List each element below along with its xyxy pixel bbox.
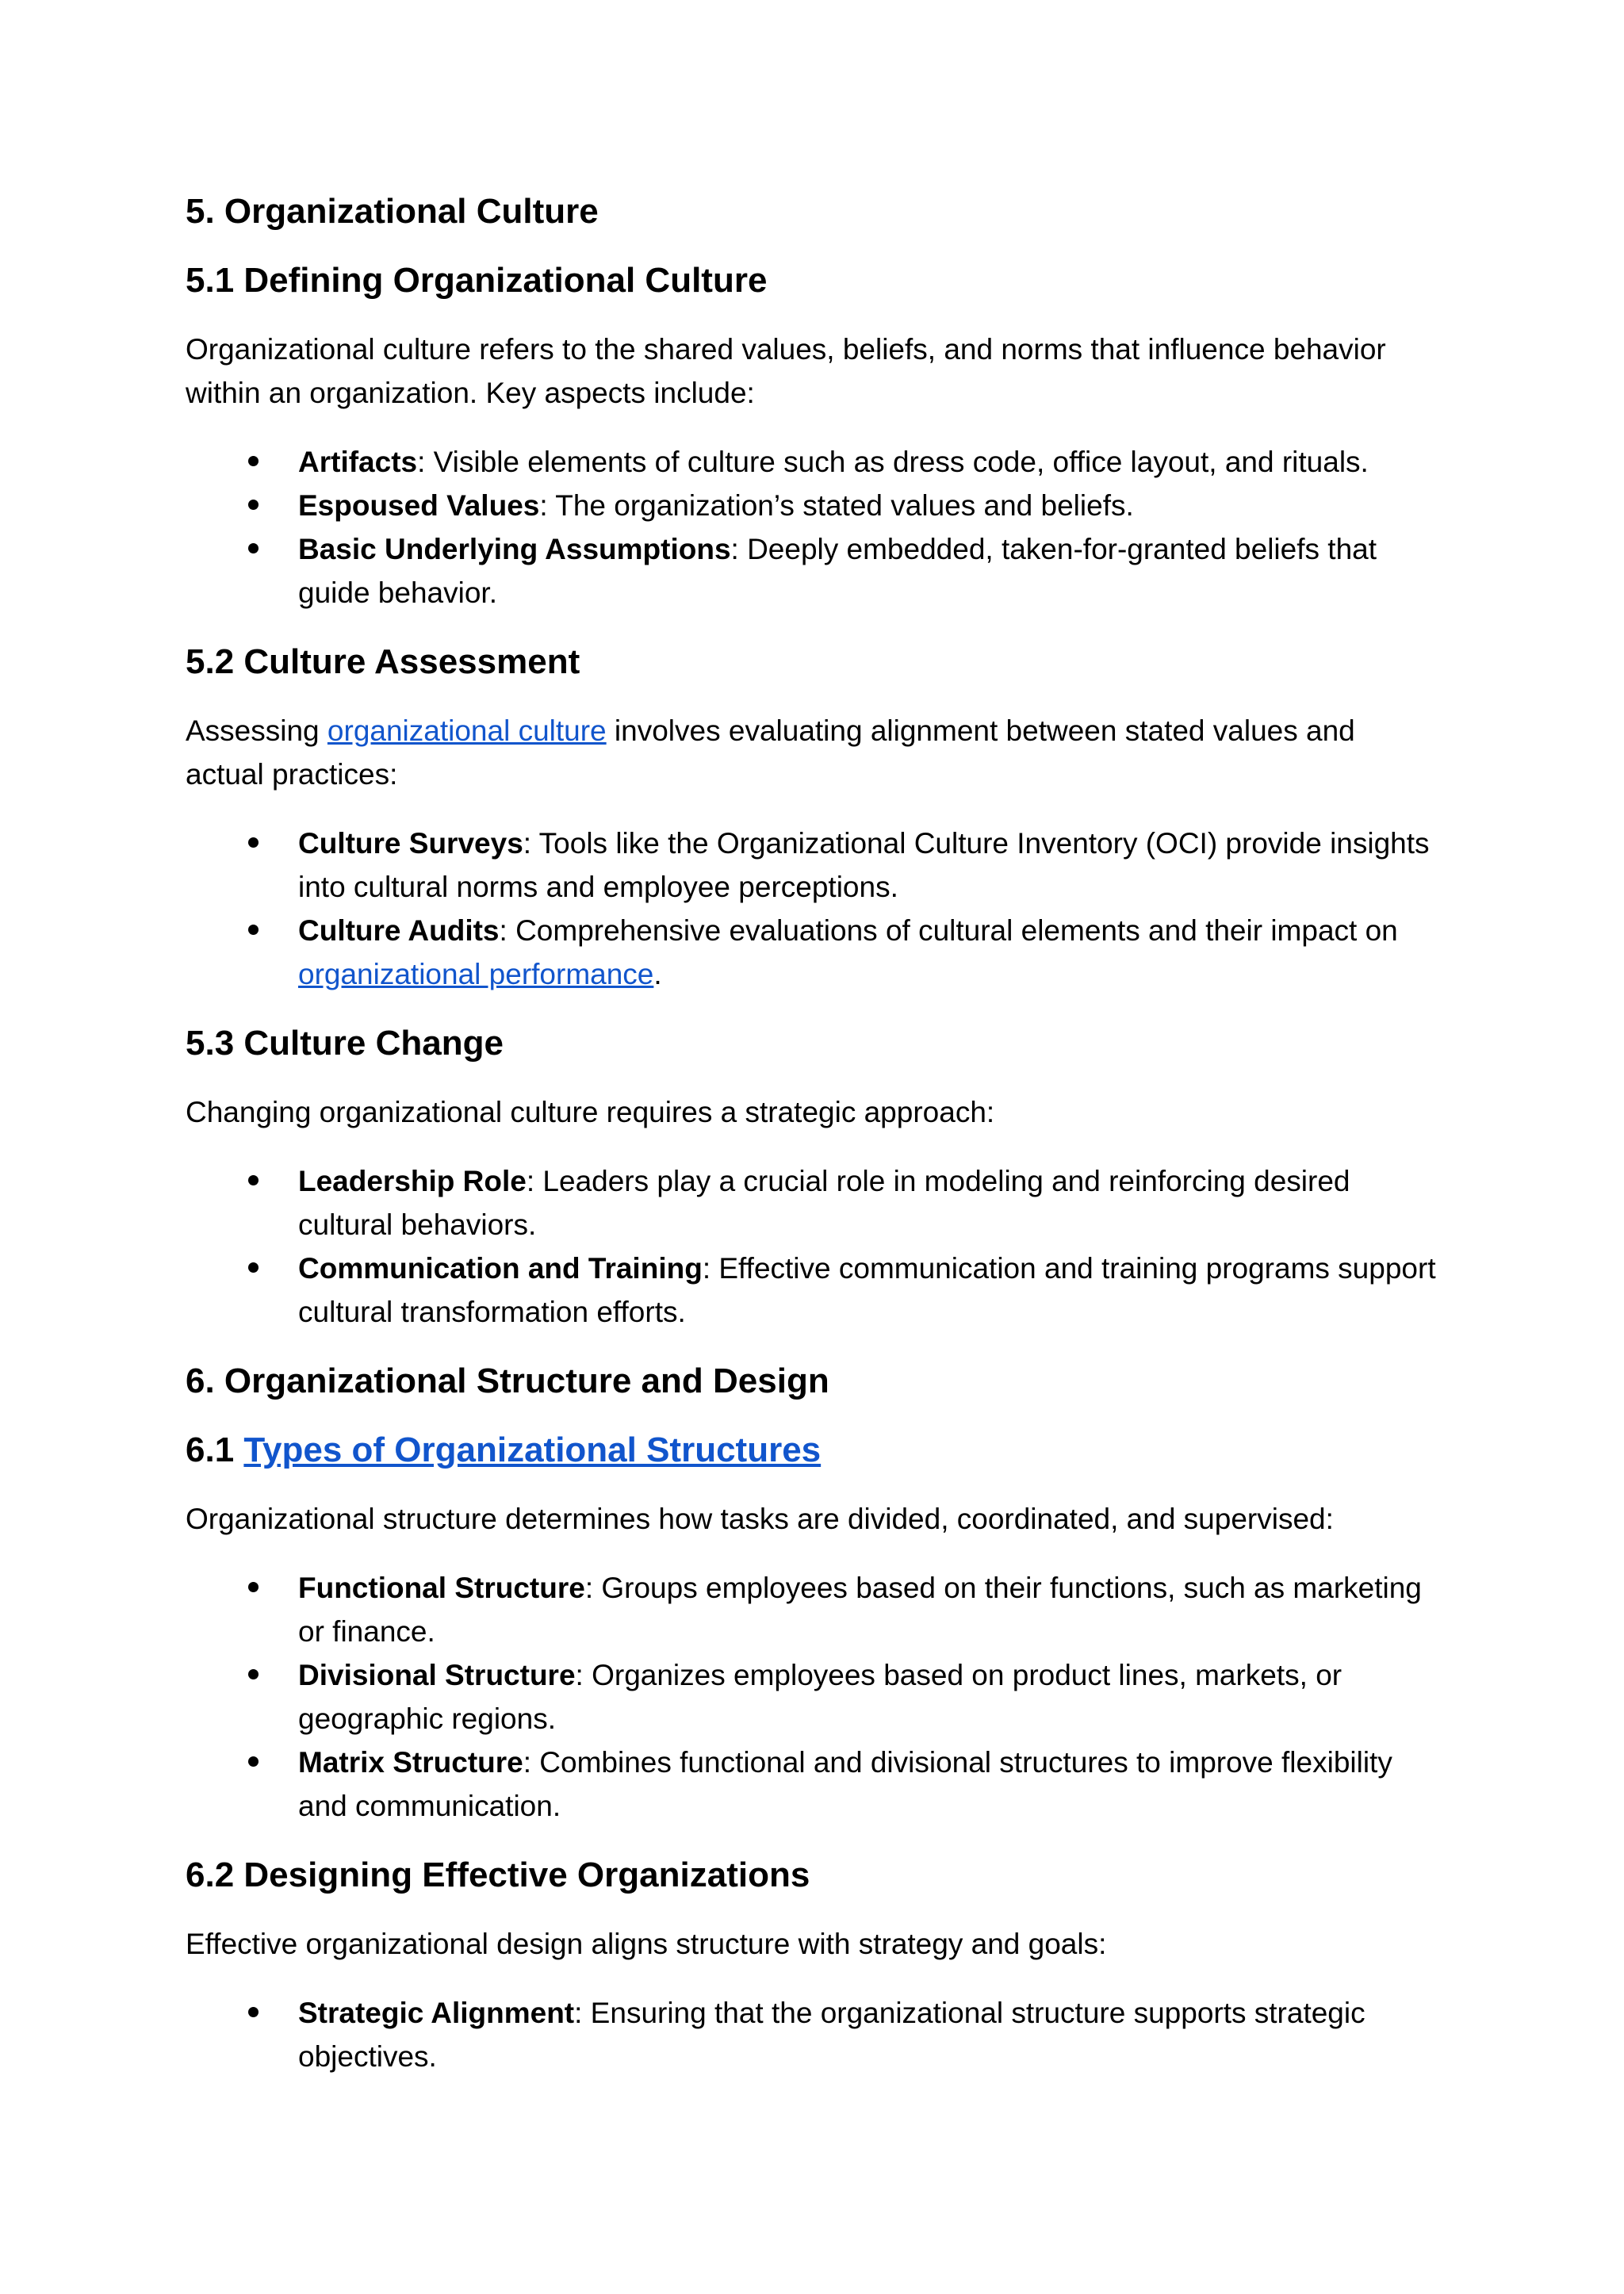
paragraph-organizational-structure-determines-how-tasks-ar [186, 1497, 1438, 1541]
text-run: Organizational culture refers to the shared values, beliefs, and norms that influence behavior within an organization. Key aspects include: [186, 333, 1386, 409]
bullet-list [186, 821, 1438, 996]
text-run: : Organizes employees based on product lines, markets, or geographic regions. [298, 1659, 1342, 1735]
section-heading-5-organizational-culture [186, 190, 1438, 233]
list-item [186, 1566, 1438, 1653]
list-item [186, 484, 1438, 527]
bullet-icon [248, 500, 259, 510]
list-item [186, 1741, 1438, 1828]
link-organizational-culture[interactable]: organizational culture [327, 714, 607, 747]
text-run: Assessing [186, 714, 327, 747]
text-run: . [653, 958, 662, 990]
list-item [186, 821, 1438, 909]
paragraph-effective-organizational-design-aligns-structure [186, 1922, 1438, 1966]
bullet-icon [248, 837, 259, 848]
link-types-of-organizational-structures[interactable]: Types of Organizational Structures [243, 1430, 822, 1469]
paragraph-assessing-organizational-culture-involves-evalua [186, 709, 1438, 796]
bold-text: Culture Surveys [298, 827, 523, 860]
bold-text: Culture Audits [298, 914, 500, 947]
bullet-icon [248, 925, 259, 935]
text-run: Changing organizational culture requires a strategic approach: [186, 1096, 995, 1128]
text-run: Organizational structure determines how tasks are divided, coordinated, and supervised: [186, 1503, 1334, 1535]
bullet-list [186, 1159, 1438, 1334]
text-run: : The organization’s stated values and beliefs. [539, 489, 1134, 522]
bold-text: Divisional Structure [298, 1659, 576, 1691]
bold-text: Leadership Role [298, 1165, 527, 1197]
bold-text: Espoused Values [298, 489, 540, 522]
list-item [186, 527, 1438, 615]
text-run: : Comprehensive evaluations of cultural elements and their impact on [499, 914, 1398, 947]
bold-text: Matrix Structure [298, 1746, 523, 1779]
bold-text: Strategic Alignment [298, 1997, 575, 2029]
section-heading-5-1-defining-organizational-culture [186, 259, 1438, 302]
text-run: : Deeply embedded, taken-for-granted beliefs that guide behavior. [298, 533, 1377, 609]
section-heading-5-3-culture-change [186, 1021, 1438, 1065]
text-run: 6.1 [186, 1430, 244, 1469]
list-item [186, 440, 1438, 484]
section-heading-6-2-designing-effective-organizations [186, 1853, 1438, 1897]
text-run: 5.1 Defining Organizational Culture [186, 261, 768, 300]
text-run: 5.3 Culture Change [186, 1024, 504, 1063]
document-content [186, 190, 1438, 2104]
text-run: : Visible elements of culture such as dress code, office layout, and rituals. [417, 446, 1369, 478]
bullet-icon [248, 2007, 259, 2017]
bullet-icon [248, 1669, 259, 1679]
text-run: 6.2 Designing Effective Organizations [186, 1855, 810, 1894]
bullet-icon [248, 1262, 259, 1273]
list-item [186, 1159, 1438, 1247]
text-run: : Tools like the Organizational Culture Inventory (OCI) provide insights into cultural norms and employee perceptions. [298, 827, 1430, 903]
list-item [186, 1247, 1438, 1334]
bullet-icon [248, 543, 259, 553]
text-run: 5.2 Culture Assessment [186, 642, 580, 681]
bold-text: Artifacts [298, 446, 418, 478]
list-item [186, 909, 1438, 996]
bullet-list [186, 440, 1438, 615]
section-heading-6-organizational-structure-and-design [186, 1359, 1438, 1403]
bullet-icon [248, 456, 259, 466]
text-run: : Leaders play a crucial role in modeling and reinforcing desired cultural behaviors. [298, 1165, 1350, 1241]
list-item [186, 1653, 1438, 1741]
text-run: : Effective communication and training programs support cultural transformation efforts. [298, 1252, 1436, 1328]
list-item [186, 1991, 1438, 2078]
text-run: Effective organizational design aligns structure with strategy and goals: [186, 1928, 1107, 1960]
text-run: : Combines functional and divisional structures to improve flexibility and communication. [298, 1746, 1392, 1822]
bullet-list [186, 1991, 1438, 2078]
bold-text: Functional Structure [298, 1572, 585, 1604]
section-heading-5-2-culture-assessment [186, 640, 1438, 684]
bullet-icon [248, 1175, 259, 1185]
bold-text: Basic Underlying Assumptions [298, 533, 731, 565]
paragraph-organizational-culture-refers-to-the-shared-valu [186, 327, 1438, 415]
section-heading-6-1-types-of-organizational-structures [186, 1428, 1438, 1472]
text-run: involves evaluating alignment between stated values and actual practices: [186, 714, 1355, 791]
paragraph-changing-organizational-culture-requires-a-strat [186, 1090, 1438, 1134]
text-run: : Groups employees based on their functions, such as marketing or finance. [298, 1572, 1422, 1648]
link-organizational-performance[interactable]: organizational performance [298, 958, 654, 990]
text-run: 5. Organizational Culture [186, 192, 599, 231]
text-run: : Ensuring that the organizational structure supports strategic objectives. [298, 1997, 1365, 2073]
bullet-icon [248, 1756, 259, 1767]
bullet-icon [248, 1582, 259, 1592]
bullet-list [186, 1566, 1438, 1828]
text-run: 6. Organizational Structure and Design [186, 1361, 829, 1400]
bold-text: Communication and Training [298, 1252, 703, 1285]
